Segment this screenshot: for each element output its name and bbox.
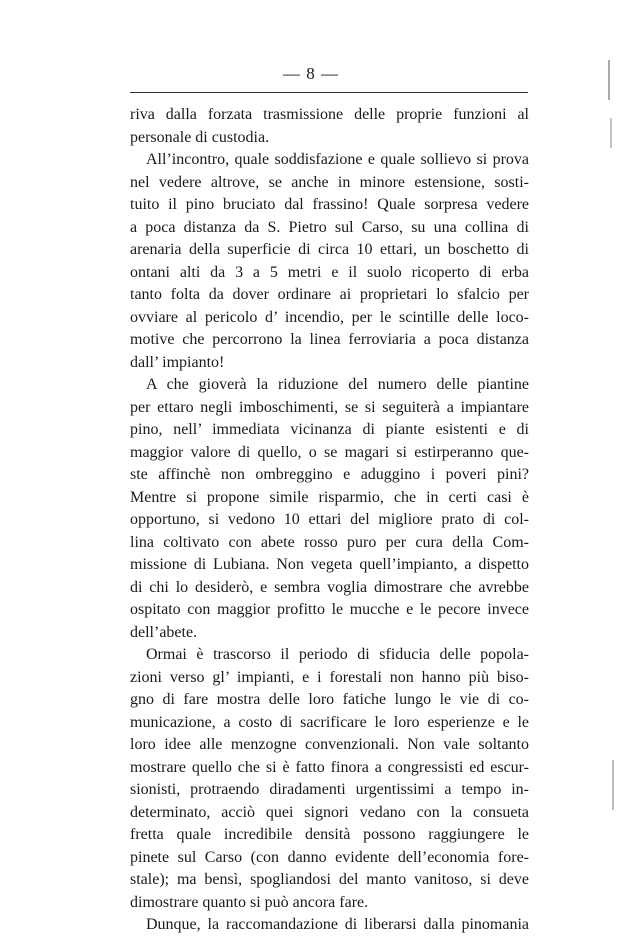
header-rule	[130, 92, 528, 93]
text-line: loro idee alle menzogne convenzionali. Non vale soltanto	[130, 736, 529, 753]
text-line: opportuno, si vedono 10 ettari del migliore prato di col-	[130, 511, 529, 528]
text-line: pino, nell’ immediata vicinanza di piante esistenti e di	[130, 421, 529, 438]
text-line: Ormai è trascorso il periodo di sfiducia delle popola-	[146, 646, 529, 663]
body-text	[130, 104, 529, 937]
binding-mark	[610, 118, 612, 148]
text-line: riva dalla forzata trasmissione delle proprie funzioni al	[130, 106, 529, 123]
text-line: zioni verso gl’ impianti, e i forestali non hanno più biso-	[130, 668, 529, 686]
text-line: tuito il pino bruciato dal frassino! Quale sorpresa vedere	[130, 196, 529, 213]
text-line: arenaria della superficie di circa 10 ettari, un boschetto di	[130, 241, 529, 258]
text-line: municazione, a costo di sacrificare le loro esperienze e le	[130, 713, 529, 731]
text-line: pinete sul Carso (con danno evidente dell’economia fore-	[130, 848, 529, 866]
page-number: — 8 —	[283, 64, 339, 83]
text-line: fretta quale incredibile densità possono raggiungere le	[130, 826, 529, 843]
text-line: sionisti, protraendo diradamenti urgentissimi a tempo in-	[130, 781, 529, 798]
text-line: gno di fare mostra delle loro fatiche lungo le vie di co-	[130, 691, 529, 708]
binding-mark	[612, 760, 614, 810]
text-line: dimostrare quanto si può ancora fare.	[130, 893, 369, 911]
text-line: A che gioverà la riduzione del numero delle piantine	[146, 376, 529, 393]
text-line: dell’abete.	[130, 623, 198, 641]
text-line: mostrare quello che si è fatto finora a congressisti ed escur-	[130, 758, 529, 776]
text-line: motive che percorrono la linea ferroviaria a poca distanza	[130, 331, 529, 348]
text-line: di chi lo desiderò, e sembra voglia dimostrare che avrebbe	[130, 578, 529, 596]
text-line: per ettaro negli imboschimenti, se si seguiterà a impiantare	[130, 398, 529, 416]
text-line: ovviare al pericolo d’ incendio, per le scintille delle loco-	[130, 308, 529, 326]
text-line: personale di custodia.	[130, 128, 270, 146]
text-line: tanto folta da dover ordinare ai proprietari lo sfalcio per	[130, 286, 529, 303]
text-line: maggior valore di quello, o se magari si estirperanno que-	[130, 443, 529, 461]
text-line: missione di Lubiana. Non vegeta quell’impianto, a dispetto	[130, 556, 529, 573]
text-line: ontani alti da 3 a 5 metri e il suolo ricoperto di erba	[130, 263, 529, 281]
text-line: dall’ impianto!	[130, 353, 225, 371]
text-line: Mentre si propone simile risparmio, che in certi casi è	[130, 488, 529, 506]
text-line: stale); ma bensì, spogliandosi del manto vanitoso, si deve	[130, 871, 529, 888]
text-line: nel vedere altrove, se anche in minore estensione, sosti-	[130, 173, 529, 191]
text-line: Dunque, la raccomandazione di liberarsi dalla pinomania	[146, 916, 529, 933]
binding-mark	[608, 60, 610, 100]
text-line: ste affinchè non ombreggino e aduggino i poveri pini?	[130, 466, 529, 483]
text-line: a poca distanza da S. Pietro sul Carso, su una collina di	[130, 218, 529, 236]
text-line: determinato, acciò quei signori vedano con la consueta	[130, 803, 529, 821]
text-line: ospitato con maggior profitto le mucche e le pecore invece	[130, 601, 529, 618]
text-line: All’incontro, quale soddisfazione e quale sollievo si prova	[146, 151, 529, 168]
text-line: lina coltivato con abete rosso puro per cura della Com-	[130, 533, 529, 551]
